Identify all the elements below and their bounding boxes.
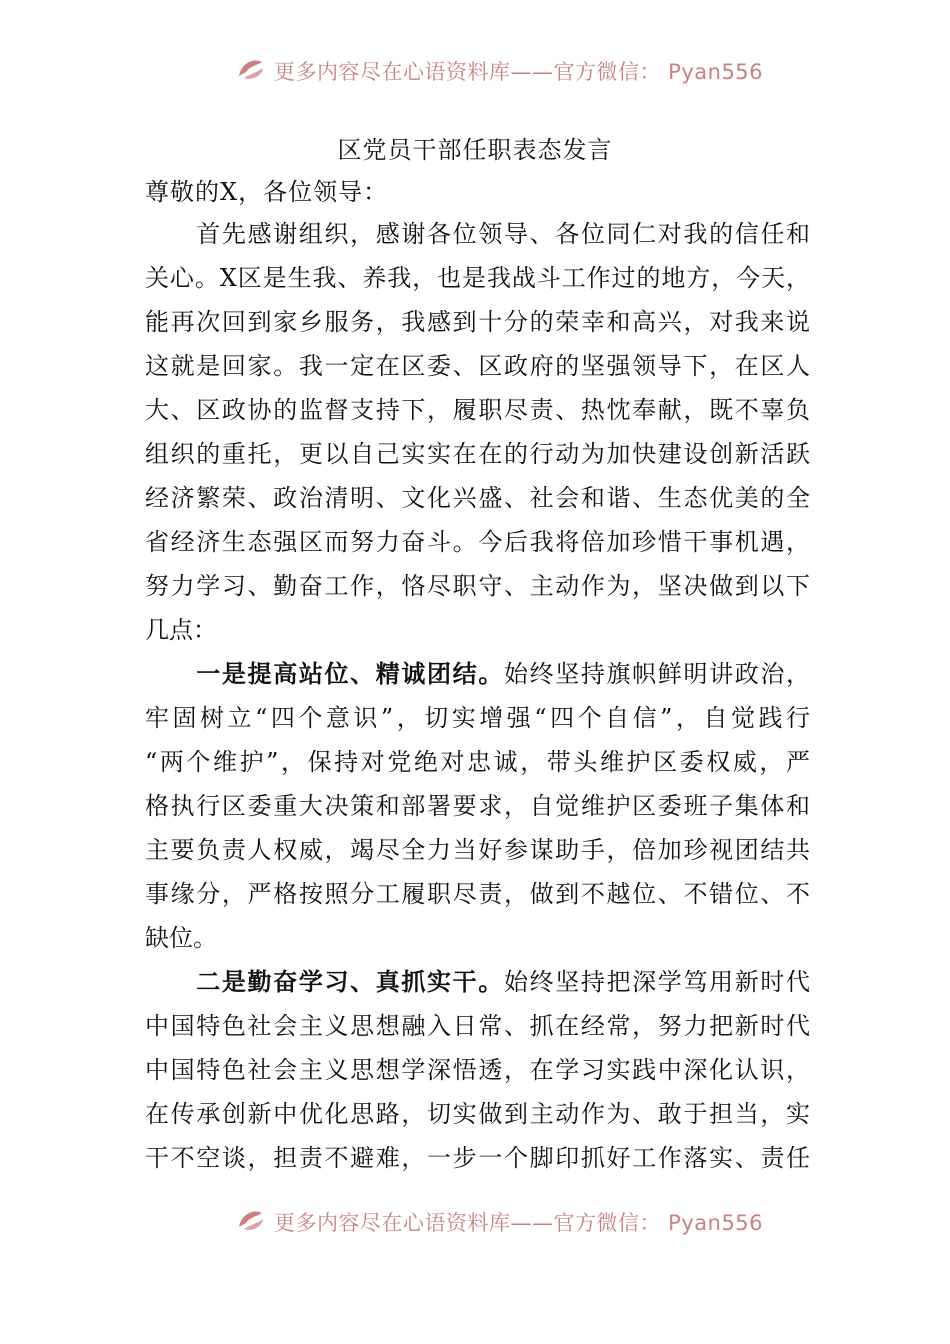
logo-icon — [236, 56, 266, 82]
paragraph-line: 几点： — [145, 616, 217, 644]
paragraph-line: 这就是回家。我一定在区委、区政府的坚强领导下，在区人 — [145, 352, 810, 380]
paragraph-line: 关心。X区是生我、养我，也是我战斗工作过的地方，今天， — [145, 264, 810, 292]
paragraph-line: 格执行区委重大决策和部署要求，自觉维护区委班子集体和 — [145, 792, 810, 820]
paragraph-line — [145, 654, 810, 698]
paragraph-line: 能再次回到家乡服务，我感到十分的荣幸和高兴，对我来说 — [145, 308, 810, 336]
paragraph-line: 组织的重托，更以自己实实在在的行动为加快建设创新活跃 — [145, 440, 810, 468]
paragraph-text: 始终坚持旗帜鲜明讲政治， — [503, 660, 811, 688]
paragraph-line: 干不空谈，担责不避难，一步一个脚印抓好工作落实、责任 — [145, 1144, 810, 1172]
section-heading-1: 一是提高站位、精诚团结。 — [196, 660, 504, 688]
paragraph-line: 牢固树立“四个意识”，切实增强“四个自信”，自觉践行 — [145, 704, 810, 732]
paragraph-line: 经济繁荣、政治清明、文化兴盛、社会和谐、生态优美的全 — [145, 484, 810, 512]
paragraph-line: 事缘分，严格按照分工履职尽责，做到不越位、不错位、不 — [145, 880, 810, 908]
paragraph-line: 首先感谢组织，感谢各位领导、各位同仁对我的信任和 — [145, 220, 810, 248]
paragraph-line: 大、区政协的监督支持下，履职尽责、热忱奉献，既不辜负 — [145, 396, 810, 424]
paragraph-line: 努力学习、勤奋工作，恪尽职守、主动作为，坚决做到以下 — [145, 572, 810, 600]
paragraph-line: 中国特色社会主义思想学深悟透，在学习实践中深化认识， — [145, 1056, 810, 1084]
salutation: 尊敬的X，各位领导： — [145, 178, 389, 206]
watermark-text: 更多内容尽在心语资料库——官方微信： Pyan556 — [274, 60, 764, 84]
footer-watermark — [0, 1205, 950, 1239]
logo-icon — [236, 1207, 266, 1233]
paragraph-line: “两个维护”，保持对党绝对忠诚，带头维护区委权威，严 — [145, 748, 810, 776]
paragraph-line: 主要负责人权威，竭尽全力当好参谋助手，倍加珍视团结共 — [145, 836, 810, 864]
paragraph-line: 缺位。 — [145, 924, 217, 952]
paragraph-line — [145, 962, 810, 1006]
paragraph-line: 省经济生态强区而努力奋斗。今后我将倍加珍惜干事机遇， — [145, 528, 810, 556]
paragraph-line: 中国特色社会主义思想融入日常、抓在经常，努力把新时代 — [145, 1012, 810, 1040]
document-title: 区党员干部任职表态发言 — [337, 136, 613, 164]
watermark-text: 更多内容尽在心语资料库——官方微信： Pyan556 — [274, 1211, 764, 1235]
section-heading-2: 二是勤奋学习、真抓实干。 — [196, 968, 504, 996]
header-watermark — [0, 54, 950, 88]
paragraph-text: 始终坚持把深学笃用新时代 — [503, 968, 811, 996]
paragraph-line: 在传承创新中优化思路，切实做到主动作为、敢于担当，实 — [145, 1100, 810, 1128]
